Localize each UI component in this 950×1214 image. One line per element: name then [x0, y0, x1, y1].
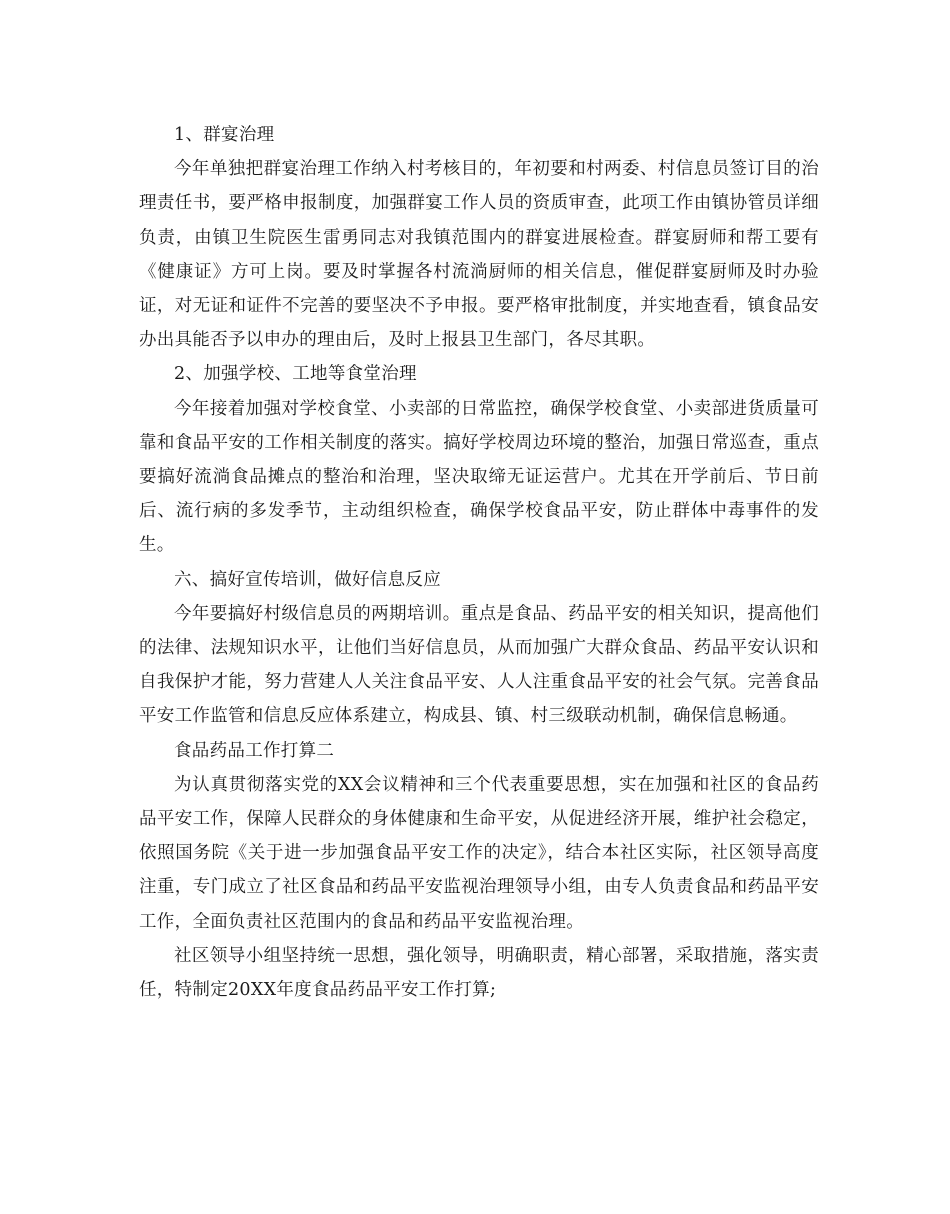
- section-heading-banquet-management: 1、群宴治理: [174, 125, 275, 145]
- section-heading-school-canteen: 2、加强学校、工地等食堂治理: [174, 364, 417, 385]
- paragraph-publicity-training: 今年要搞好村级信息员的两期培训。重点是食品、药品平安的相关知识，提高他们的法律、法规知识水平，让他们当好信息员，从而加强广大群众食品、药品平安认识和自我保护才能，努力营建人人关注食品平安、人人注重食品平安的社会气氛。完善食品平安工作监管和信息反应体系建立，构成县、镇、村三级联动机制，确保信息畅通。: [139, 603, 819, 727]
- paragraph-plan-two-intro: 为认真贯彻落实党的XX会议精神和三个代表重要思想，实在加强和社区的食品药品平安工作，保障人民群众的身体健康和生命平安，从促进经济开展，维护社会稳定，依照国务院《关于进一步加强食品平安工作的决定》，结合本社区实际，社区领导高度注重，专门成立了社区食品和药品平安监视治理领导小组，由专人负责食品和药品平安工作，全面负责社区范围内的食品和药品平安监视治理。: [139, 774, 819, 932]
- paragraph-banquet-management: 今年单独把群宴治理工作纳入村考核目的，年初要和村两委、村信息员签订目的治理责任书，要严格申报制度，加强群宴工作人员的资质审查，此项工作由镇协管员详细负责，由镇卫生院医生雷勇同志对我镇范围内的群宴进展检查。群宴厨师和帮工要有《健康证》方可上岗。要及时掌握各村流淌厨师的相关信息，催促群宴厨师及时办验证，对无证和证件不完善的要坚决不予申报。要严格审批制度，并实地查看，镇食品安办出具能否予以申办的理由后，及时上报县卫生部门，各尽其职。: [139, 159, 819, 351]
- section-heading-publicity-training: 六、搞好宣传培训，做好信息反应: [174, 569, 441, 590]
- document-body: [139, 118, 819, 1007]
- paragraph-plan-two-leadership: 社区领导小组坚持统一思想，强化领导，明确职责，精心部署，采取措施，落实责任，特制定20XX年度食品药品平安工作打算;: [139, 945, 819, 1001]
- paragraph-school-canteen: 今年接着加强对学校食堂、小卖部的日常监控，确保学校食堂、小卖部进货质量可靠和食品平安的工作相关制度的落实。搞好学校周边环境的整治，加强日常巡查，重点要搞好流淌食品摊点的整治和治理，坚决取缔无证运营户。尤其在开学前后、节日前后、流行病的多发季节，主动组织检查，确保学校食品平安，防止群体中毒事件的发生。: [139, 398, 819, 556]
- section-heading-plan-two: 食品药品工作打算二: [174, 740, 335, 761]
